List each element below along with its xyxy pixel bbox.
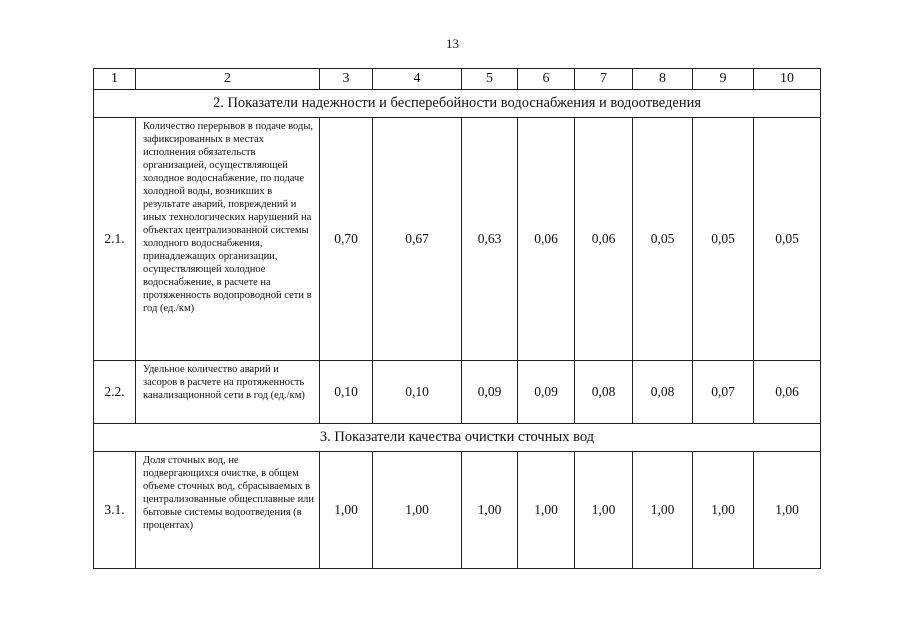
value-cell: 0,08	[633, 361, 693, 424]
header-cell: 3	[320, 69, 373, 90]
header-cell: 5	[462, 69, 518, 90]
section-row	[94, 90, 821, 118]
header-row	[94, 69, 821, 90]
row-description: Доля сточных вод, не подвергающихся очистке, в общем объеме сточных вод, сбрасываемых в централизованные общесплавные или бытовые системы водоотведения (в процентах)	[136, 452, 320, 569]
value-cell: 1,00	[575, 452, 633, 569]
header-cell: 10	[754, 69, 821, 90]
section-title: 3. Показатели качества очистки сточных вод	[94, 424, 821, 452]
value-cell: 1,00	[320, 452, 373, 569]
row-description: Удельное количество аварий и засоров в расчете на протяженность канализационной сети в год (ед./км)	[136, 361, 320, 424]
value-cell: 0,09	[518, 361, 575, 424]
value-cell: 0,67	[373, 118, 462, 361]
section-row	[94, 424, 821, 452]
row-number: 2.2.	[94, 361, 136, 424]
table-row	[94, 361, 821, 424]
value-cell: 0,08	[575, 361, 633, 424]
value-cell: 0,63	[462, 118, 518, 361]
header-cell: 4	[373, 69, 462, 90]
value-cell: 1,00	[754, 452, 821, 569]
value-cell: 1,00	[633, 452, 693, 569]
value-cell: 0,05	[693, 118, 754, 361]
table-row	[94, 452, 821, 569]
value-cell: 0,70	[320, 118, 373, 361]
value-cell: 0,05	[633, 118, 693, 361]
header-cell: 2	[136, 69, 320, 90]
value-cell: 1,00	[462, 452, 518, 569]
header-cell: 9	[693, 69, 754, 90]
row-number: 3.1.	[94, 452, 136, 569]
header-cell: 8	[633, 69, 693, 90]
header-cell: 7	[575, 69, 633, 90]
row-number: 2.1.	[94, 118, 136, 361]
value-cell: 1,00	[693, 452, 754, 569]
section-title: 2. Показатели надежности и бесперебойности водоснабжения и водоотведения	[94, 90, 821, 118]
value-cell: 1,00	[373, 452, 462, 569]
value-cell: 0,09	[462, 361, 518, 424]
value-cell: 0,06	[518, 118, 575, 361]
page-number: 13	[446, 36, 459, 51]
value-cell: 0,10	[373, 361, 462, 424]
row-description: Количество перерывов в подаче воды, зафиксированных в местах исполнения обязательств организацией, осуществляющей холодное водоснабжение, по подаче холодной воды, возникших в результате аварий, повреждений и иных технологических нарушений на объектах централизованной системы холодного водоснабжения, принадлежащих организации, осуществляющей холодное водоснабжение, в расчете на протяженность водопроводной сети в год (ед./км)	[136, 118, 320, 361]
value-cell: 0,06	[754, 361, 821, 424]
header-cell: 1	[94, 69, 136, 90]
value-cell: 0,05	[754, 118, 821, 361]
indicators-table	[93, 68, 821, 569]
table-row	[94, 118, 821, 361]
value-cell: 0,06	[575, 118, 633, 361]
value-cell: 0,07	[693, 361, 754, 424]
value-cell: 1,00	[518, 452, 575, 569]
header-cell: 6	[518, 69, 575, 90]
value-cell: 0,10	[320, 361, 373, 424]
